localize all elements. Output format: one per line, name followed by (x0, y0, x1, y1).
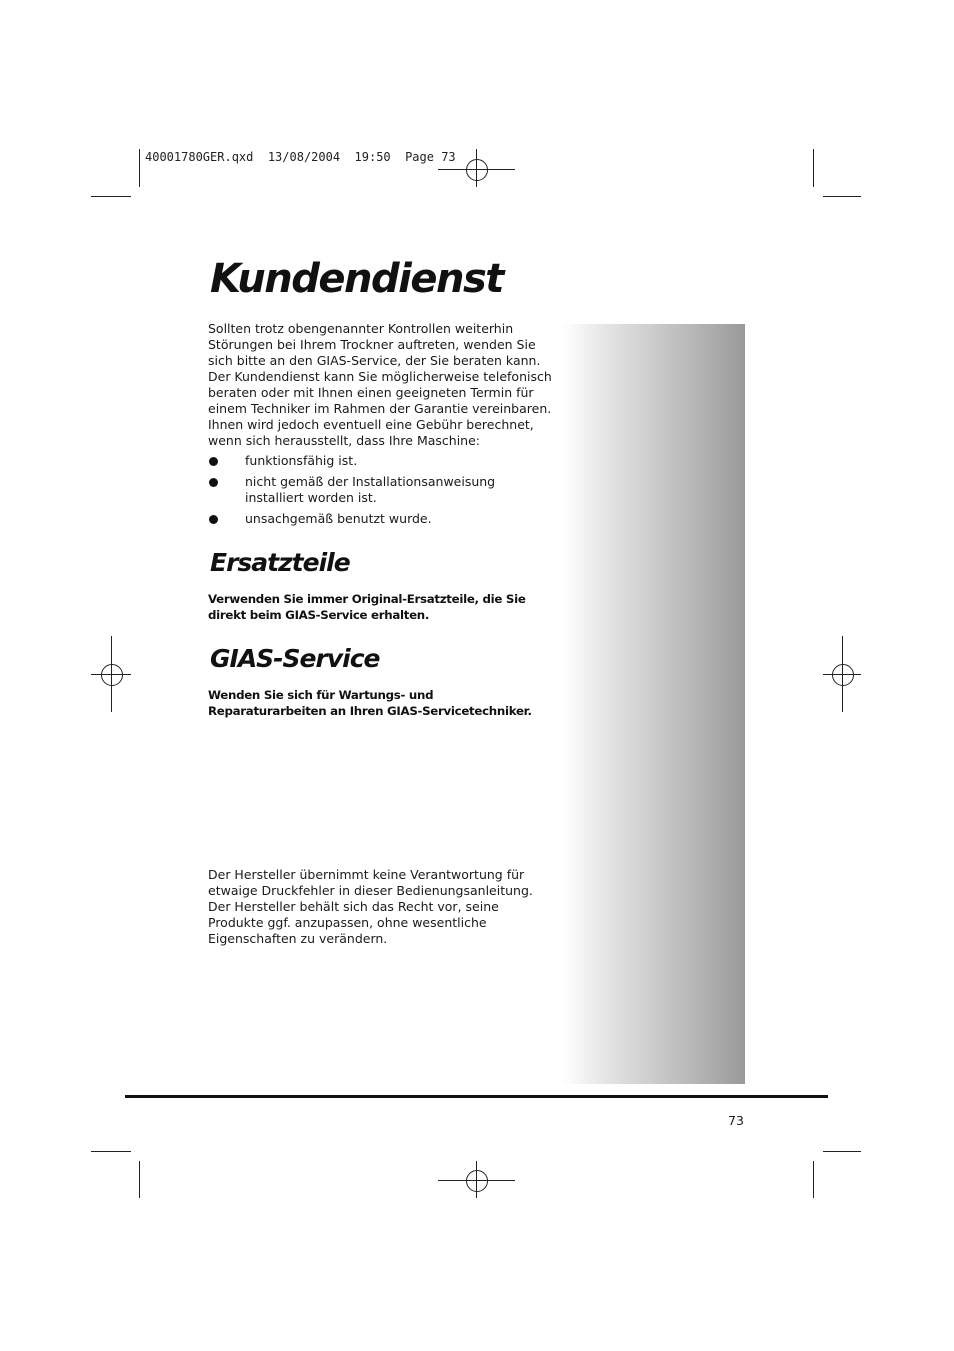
condition-list (208, 453, 553, 532)
gias-service-text: Wenden Sie sich für Wartungs- und Reparaturarbeiten an Ihren GIAS-Servicetechniker. (208, 688, 532, 718)
footer-rule (125, 1095, 828, 1098)
bullet-icon (209, 478, 218, 487)
list-item-text: funktionsfähig ist. (245, 453, 358, 468)
bullet-icon (209, 457, 218, 466)
ersatzteile-text: Verwenden Sie immer Original-Ersatzteile, die Sie direkt beim GIAS-Service erhalten. (208, 592, 526, 622)
section-heading-gias-service: GIAS-Service (210, 644, 380, 673)
list-item (208, 474, 553, 506)
list-item-text: nicht gemäß der Installationsanweisung installiert worden ist. (245, 474, 496, 505)
page-title: Kundendienst (210, 256, 503, 302)
section-heading-ersatzteile: Ersatzteile (210, 548, 350, 577)
print-slug: 40001780GER.qxd 13/08/2004 19:50 Page 73 (145, 150, 456, 164)
side-gradient-band (562, 324, 745, 1084)
list-item (208, 511, 553, 527)
list-item (208, 453, 553, 469)
page-number: 73 (728, 1113, 744, 1128)
bullet-icon (209, 515, 218, 524)
intro-paragraph: Sollten trotz obengenannter Kontrollen weiterhin Störungen bei Ihrem Trockner auftreten, wenden Sie sich bitte an den GIAS-Service, der Sie beraten kann. Der Kundendienst kann Sie möglicherweise telefonisch beraten oder mit Ihnen einen geeigneten Termin für einem Techniker im Rahmen der Garantie vereinbaren. Ihnen wird jedoch eventuell eine Gebühr berechnet, wenn sich herausstellt, dass Ihre Maschine: (208, 321, 552, 448)
disclaimer-paragraph: Der Hersteller übernimmt keine Verantwortung für etwaige Druckfehler in dieser Bedienungsanleitung. Der Hersteller behält sich das Recht vor, seine Produkte ggf. anzupassen, ohne wesentliche Eigenschaften zu verändern. (208, 867, 533, 946)
list-item-text: unsachgemäß benutzt wurde. (245, 511, 432, 526)
